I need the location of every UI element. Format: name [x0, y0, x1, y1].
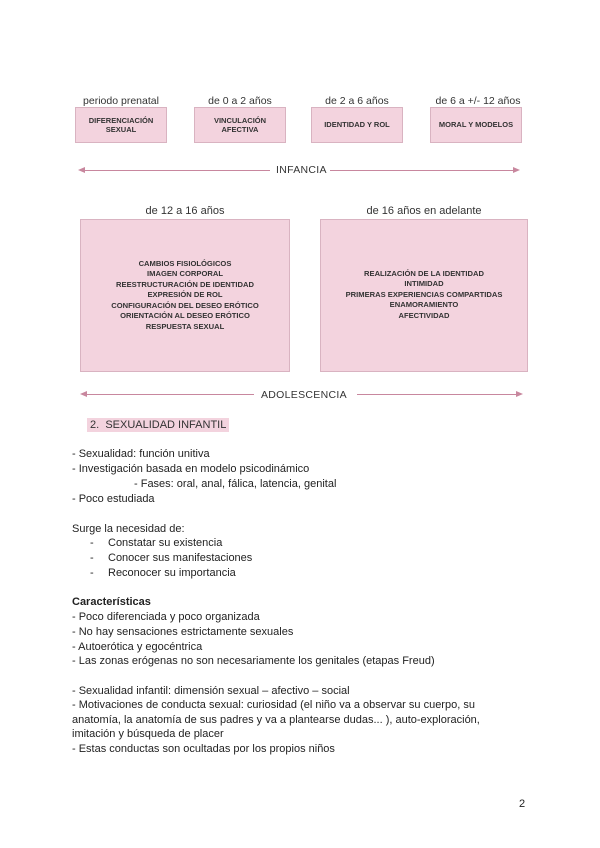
stage-period-prenatal: periodo prenatal: [83, 95, 159, 107]
list-item: Constatar su existencia: [108, 537, 223, 549]
adolescencia-label: ADOLESCENCIA: [261, 389, 347, 401]
box-12-16: CAMBIOS FISIOLÓGICOS IMAGEN CORPORAL REESTRUCTURACIÓN DE IDENTIDAD EXPRESIÓN DE ROL CONFIGURACIÓN DEL DESEO ERÓTICO ORIENTACIÓN AL DESEO ERÓTICO RESPUESTA SEXUAL: [80, 219, 290, 372]
page-number: 2: [519, 798, 526, 810]
infancia-label: INFANCIA: [276, 164, 327, 176]
bullet-dash: -: [90, 537, 94, 549]
text-line: anatomía, la anatomía de sus padres y va a plantearse dudas... ), auto-exploración,: [72, 714, 480, 726]
text-line: - Motivaciones de conducta sexual: curiosidad (el niño va a observar su cuerpo, su: [72, 699, 475, 711]
arrow-line-right: [330, 170, 513, 171]
arrow-line-right: [357, 394, 516, 395]
text-line: - Autoerótica y egocéntrica: [72, 641, 203, 653]
stage-period-6-12: de 6 a +/- 12 años: [435, 95, 521, 107]
section-title: SEXUALIDAD INFANTIL: [105, 419, 227, 431]
stage-period-2-6: de 2 a 6 años: [325, 95, 389, 107]
stage-box-identidad: IDENTIDAD Y ROL: [311, 107, 403, 143]
text-line: - No hay sensaciones estrictamente sexuales: [72, 626, 294, 638]
arrow-line-left: [84, 170, 270, 171]
text-line: Surge la necesidad de:: [72, 523, 185, 535]
text-line: - Fases: oral, anal, fálica, latencia, genital: [134, 478, 337, 490]
text-line: - Poco diferenciada y poco organizada: [72, 611, 260, 623]
subheading-caracteristicas: Características: [72, 596, 151, 608]
section-number: 2.: [90, 419, 100, 431]
stage-box-diferenciacion: DIFERENCIACIÓN SEXUAL: [75, 107, 167, 143]
text-line: imitación y búsqueda de placer: [72, 728, 224, 740]
arrow-right-head: [513, 167, 520, 173]
list-item: Reconocer su importancia: [108, 567, 236, 579]
bullet-dash: -: [90, 552, 94, 564]
text-line: - Investigación basada en modelo psicodinámico: [72, 463, 310, 475]
section-heading: [87, 418, 229, 432]
text-line: - Sexualidad infantil: dimensión sexual – afectivo – social: [72, 685, 350, 697]
text-line: - Estas conductas son ocultadas por los propios niños: [72, 743, 335, 755]
stage-period-0-2: de 0 a 2 años: [208, 95, 272, 107]
stage-box-vinculacion: VINCULACIÓN AFECTIVA: [194, 107, 286, 143]
stage-box-moral: MORAL Y MODELOS: [430, 107, 522, 143]
text-line: - Sexualidad: función unitiva: [72, 448, 210, 460]
bullet-dash: -: [90, 567, 94, 579]
text-line: - Poco estudiada: [72, 493, 155, 505]
text-line: - Las zonas erógenas no son necesariamente los genitales (etapas Freud): [72, 655, 435, 667]
arrow-right-head: [516, 391, 523, 397]
list-item: Conocer sus manifestaciones: [108, 552, 253, 564]
period-16-plus: de 16 años en adelante: [366, 205, 482, 217]
box-16-plus: REALIZACIÓN DE LA IDENTIDAD INTIMIDAD PRIMERAS EXPERIENCIAS COMPARTIDAS ENAMORAMIENTO AFECTIVIDAD: [320, 219, 528, 372]
arrow-line-left: [86, 394, 254, 395]
period-12-16: de 12 a 16 años: [145, 205, 225, 217]
